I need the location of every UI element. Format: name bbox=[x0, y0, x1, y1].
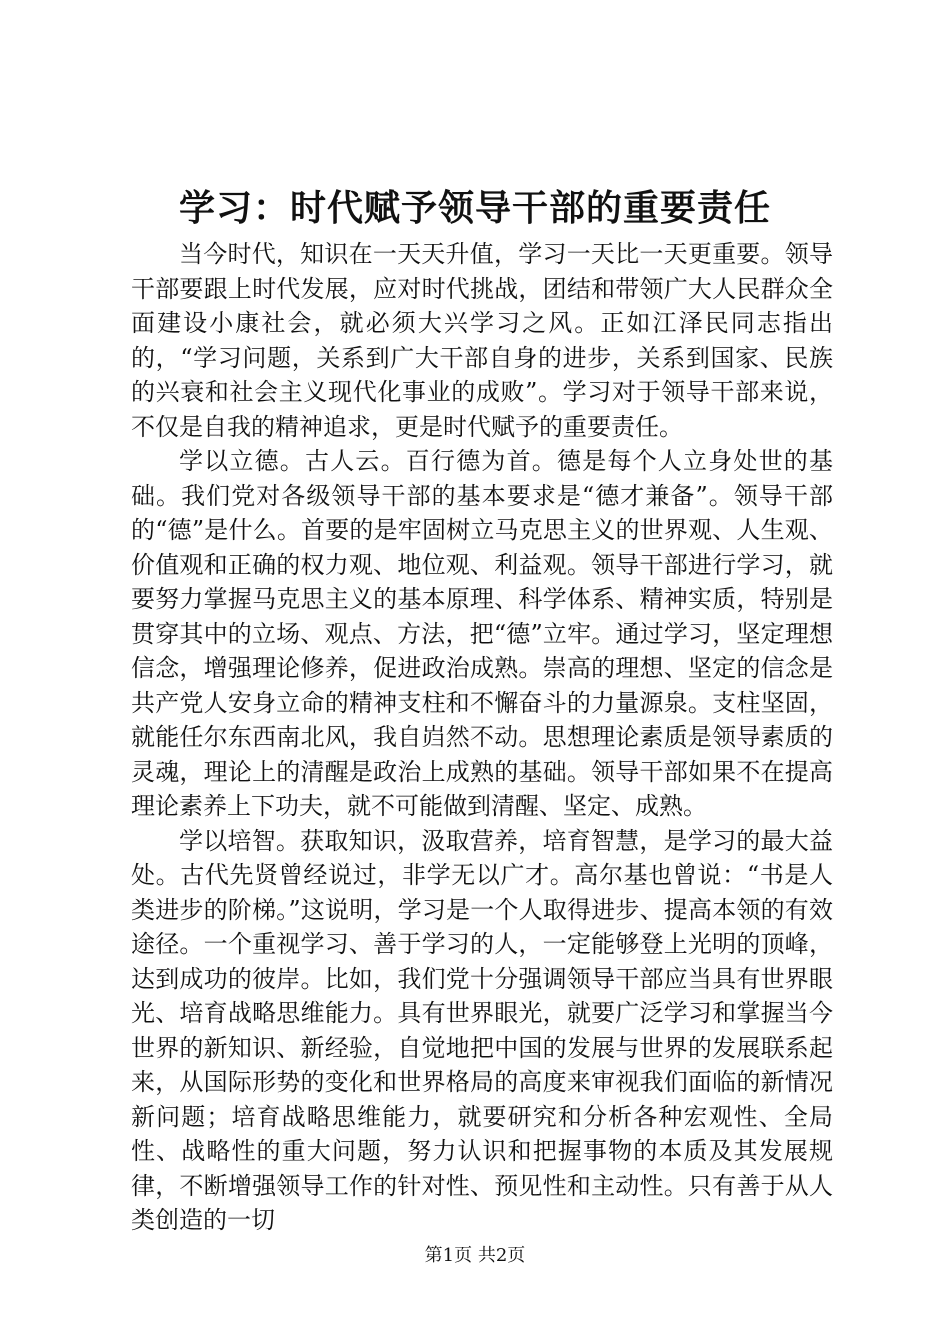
paragraph: 学以立德。古人云。百行德为首。德是每个人立身处世的基础。我们党对各级领导干部的基本要求是“德才兼备”。领导干部的“德”是什么。首要的是牢固树立马克思主义的世界观、人生观、价值观和正确的权力观、地位观、利益观。领导干部进行学习，就要努力掌握马克思主义的基本原理、科学体系、精神实质，特别是贯穿其中的立场、观点、方法，把“德”立牢。通过学习，坚定理想信念，增强理论修养，促进政治成熟。崇高的理想、坚定的信念是共产党人安身立命的精神支柱和不懈奋斗的力量源泉。支柱坚固，就能任尔东西南北风，我自岿然不动。思想理论素质是领导素质的灵魂，理论上的清醒是政治上成熟的基础。领导干部如果不在提高理论素养上下功夫，就不可能做到清醒、坚定、成熟。 bbox=[131, 447, 833, 820]
document-body bbox=[131, 237, 833, 1238]
paragraph: 学以培智。获取知识，汲取营养，培育智慧，是学习的最大益处。古代先贤曾经说过，非学无以广才。高尔基也曾说：“书是人类进步的阶梯。”这说明，学习是一个人取得进步、提高本领的有效途径。一个重视学习、善于学习的人，一定能够登上光明的顶峰，达到成功的彼岸。比如，我们党十分强调领导干部应当具有世界眼光、培育战略思维能力。具有世界眼光，就要广泛学习和掌握当今世界的新知识、新经验，自觉地把中国的发展与世界的发展联系起来，从国际形势的变化和世界格局的高度来审视我们面临的新情况新问题；培育战略思维能力，就要研究和分析各种宏观性、全局性、战略性的重大问题，努力认识和把握事物的本质及其发展规律，不断增强领导工作的针对性、预见性和主动性。只有善于从人类创造的一切 bbox=[131, 826, 833, 1234]
document-title: 学习：时代赋予领导干部的重要责任 bbox=[178, 187, 771, 229]
page-number: 第1页 共2页 bbox=[424, 1245, 526, 1266]
paragraph: 当今时代，知识在一天天升值，学习一天比一天更重要。领导干部要跟上时代发展，应对时代挑战，团结和带领广大人民群众全面建设小康社会，就必须大兴学习之风。正如江泽民同志指出的，“学习问题，关系到广大干部自身的进步，关系到国家、民族的兴衰和社会主义现代化事业的成败”。学习对于领导干部来说，不仅是自我的精神追求，更是时代赋予的重要责任。 bbox=[131, 240, 833, 441]
